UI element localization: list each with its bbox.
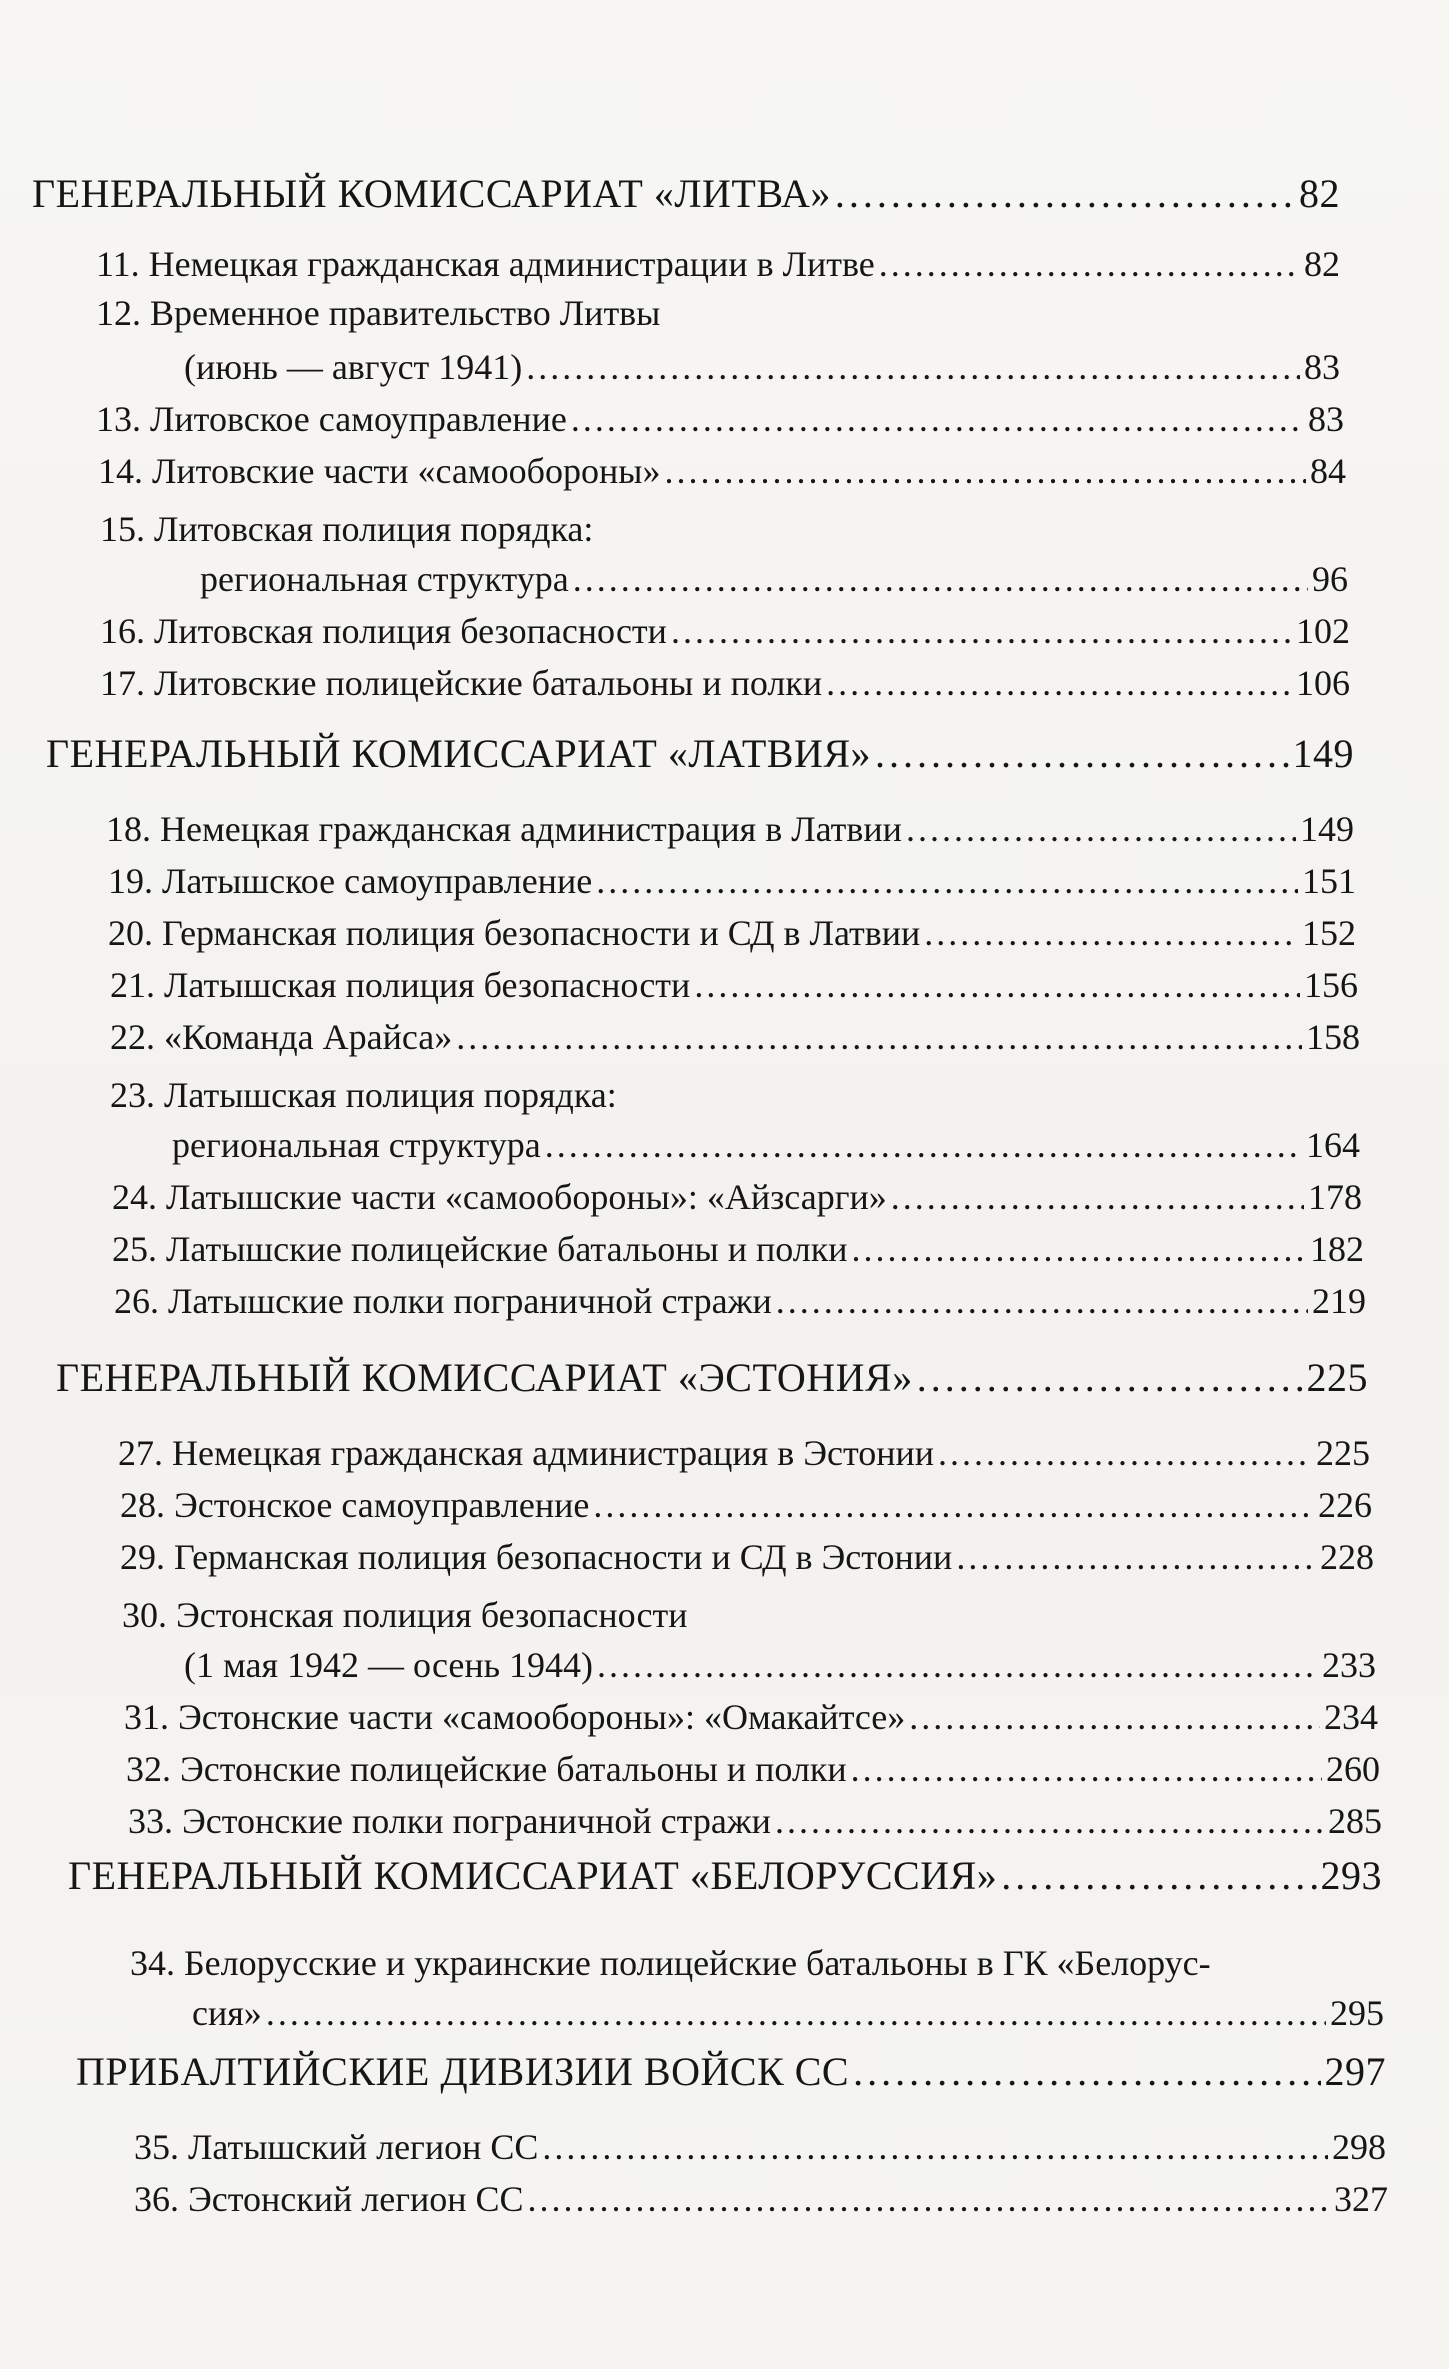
page-number: 234 xyxy=(1324,1697,1378,1737)
leader-dots xyxy=(924,912,1298,954)
page-number: 285 xyxy=(1328,1801,1382,1841)
entry-title: 33. Эстонские полки пограничной стражи xyxy=(128,1801,771,1841)
section-title: ГЕНЕРАЛЬНЫЙ КОМИССАРИАТ «ЛАТВИЯ» xyxy=(46,731,872,776)
leader-dots xyxy=(909,1696,1320,1738)
page-number: 158 xyxy=(1306,1017,1360,1057)
leader-dots xyxy=(573,558,1308,600)
entry-title: 17. Литовские полицейские батальоны и полки xyxy=(100,663,823,703)
page-number: 149 xyxy=(1292,731,1354,776)
toc-entry-24 xyxy=(112,1176,1362,1218)
section-title: ГЕНЕРАЛЬНЫЙ КОМИССАРИАТ «ЭСТОНИЯ» xyxy=(56,1355,913,1400)
toc-entry-19 xyxy=(108,860,1356,902)
entry-title: 12. Временное правительство Литвы xyxy=(96,293,661,333)
section-heading-latvia xyxy=(46,730,1354,777)
entry-continuation: (1 мая 1942 — осень 1944) xyxy=(184,1645,594,1685)
entry-title: 14. Литовские части «самообороны» xyxy=(98,451,661,491)
toc-entry-33 xyxy=(128,1800,1382,1842)
leader-dots xyxy=(528,2178,1330,2220)
leader-dots xyxy=(542,2126,1328,2168)
section-heading-ss-divisions xyxy=(76,2048,1386,2095)
page-number: 151 xyxy=(1302,861,1356,901)
toc-entry-22 xyxy=(110,1016,1360,1058)
entry-continuation: (июнь — август 1941) xyxy=(184,347,523,387)
entry-continuation: сия» xyxy=(192,1993,262,2033)
page-number: 83 xyxy=(1304,347,1340,387)
entry-title: 29. Германская полиция безопасности и СД в Эстонии xyxy=(120,1537,953,1577)
page-number: 182 xyxy=(1310,1229,1364,1269)
section-title: ГЕНЕРАЛЬНЫЙ КОМИССАРИАТ «ЛИТВА» xyxy=(32,171,831,216)
entry-title: 13. Литовское самоуправление xyxy=(96,399,567,439)
toc-entry-35 xyxy=(134,2126,1386,2168)
toc-entry-23 xyxy=(172,1124,1360,1166)
entry-title: 30. Эстонская полиция безопасности xyxy=(122,1595,688,1635)
toc-entry-25 xyxy=(112,1228,1364,1270)
toc-entry-13 xyxy=(96,398,1344,440)
leader-dots xyxy=(694,964,1300,1006)
entry-title: 21. Латышская полиция безопасности xyxy=(110,965,691,1005)
leader-dots xyxy=(545,1124,1302,1166)
leader-dots xyxy=(596,860,1298,902)
toc-entry-34 xyxy=(192,1992,1384,2034)
entry-title: 19. Латышское самоуправление xyxy=(108,861,593,901)
section-heading-belorussia xyxy=(68,1852,1382,1899)
leader-dots xyxy=(875,730,1288,777)
entry-title: 36. Эстонский легион СС xyxy=(134,2179,524,2219)
leader-dots xyxy=(664,450,1306,492)
page-number: 164 xyxy=(1306,1125,1360,1165)
leader-dots xyxy=(526,346,1300,388)
leader-dots xyxy=(593,1484,1314,1526)
entry-title: 27. Немецкая гражданская администрация в Эстонии xyxy=(118,1433,935,1473)
leader-dots xyxy=(853,2048,1320,2095)
leader-dots xyxy=(597,1644,1318,1686)
toc-entry-12 xyxy=(184,346,1340,388)
leader-dots xyxy=(671,610,1292,652)
leader-dots xyxy=(571,398,1304,440)
entry-title: 15. Литовская полиция порядка: xyxy=(100,509,594,549)
entry-title: 34. Белорусские и украинские полицейские батальоны в ГК «Белорус- xyxy=(130,1943,1211,1983)
toc-entry-18 xyxy=(106,808,1354,850)
page-number: 233 xyxy=(1322,1645,1376,1685)
page-number: 156 xyxy=(1304,965,1358,1005)
page-number: 327 xyxy=(1334,2179,1388,2219)
section-title: ГЕНЕРАЛЬНЫЙ КОМИССАРИАТ «БЕЛОРУССИЯ» xyxy=(68,1853,998,1898)
entry-title: 20. Германская полиция безопасности и СД в Латвии xyxy=(108,913,921,953)
entry-title: 28. Эстонское самоуправление xyxy=(120,1485,590,1525)
entry-title: 26. Латышские полки пограничной стражи xyxy=(114,1281,772,1321)
entry-continuation: региональная структура xyxy=(172,1125,541,1165)
entry-title: 31. Эстонские части «самообороны»: «Омакайтсе» xyxy=(124,1697,906,1737)
page-number: 82 xyxy=(1299,171,1340,216)
page-number: 293 xyxy=(1320,1853,1382,1898)
section-heading-estonia xyxy=(56,1354,1368,1401)
entry-title: 11. Немецкая гражданская администрации в Литве xyxy=(96,244,875,284)
page-number: 225 xyxy=(1316,1433,1370,1473)
toc-entry-30 xyxy=(184,1644,1376,1686)
section-heading-litva xyxy=(32,170,1340,217)
leader-dots xyxy=(776,1280,1308,1322)
toc-entry-36 xyxy=(134,2178,1388,2220)
page-number: 295 xyxy=(1330,1993,1384,2033)
leader-dots xyxy=(851,1748,1322,1790)
leader-dots xyxy=(879,243,1300,285)
page-number: 84 xyxy=(1310,451,1346,491)
leader-dots xyxy=(891,1176,1304,1218)
page-number: 106 xyxy=(1296,663,1350,703)
entry-title: 16. Литовская полиция безопасности xyxy=(100,611,667,651)
entry-title: 24. Латышские части «самообороны»: «Айзсарги» xyxy=(112,1177,887,1217)
page-number: 260 xyxy=(1326,1749,1380,1789)
entry-title: 35. Латышский легион СС xyxy=(134,2127,539,2167)
page-number: 298 xyxy=(1332,2127,1386,2167)
toc-entry-16 xyxy=(100,610,1350,652)
section-title: ПРИБАЛТИЙСКИЕ ДИВИЗИИ ВОЙСК СС xyxy=(76,2049,850,2094)
page-number: 152 xyxy=(1302,913,1356,953)
toc-entry-32 xyxy=(126,1748,1380,1790)
toc-entry-28 xyxy=(120,1484,1372,1526)
toc-entry-29 xyxy=(120,1536,1374,1578)
entry-title: 25. Латышские полицейские батальоны и полки xyxy=(112,1229,848,1269)
leader-dots xyxy=(938,1432,1312,1474)
entry-title: 18. Немецкая гражданская администрация в Латвии xyxy=(106,809,902,849)
leader-dots xyxy=(456,1016,1302,1058)
page-number: 226 xyxy=(1318,1485,1372,1525)
leader-dots xyxy=(906,808,1296,850)
leader-dots xyxy=(826,662,1292,704)
page-number: 219 xyxy=(1312,1281,1366,1321)
toc-entry-26 xyxy=(114,1280,1366,1322)
page-number: 96 xyxy=(1312,559,1348,599)
toc-entry-21 xyxy=(110,964,1358,1006)
entry-title: 23. Латышская полиция порядка: xyxy=(110,1075,617,1115)
leader-dots xyxy=(775,1800,1324,1842)
toc-entry-14 xyxy=(98,450,1346,492)
leader-dots xyxy=(835,170,1295,217)
toc-entry-31 xyxy=(124,1696,1378,1738)
toc-entry-20 xyxy=(108,912,1356,954)
page-number: 228 xyxy=(1320,1537,1374,1577)
page-number: 178 xyxy=(1308,1177,1362,1217)
toc-entry-17 xyxy=(100,662,1350,704)
leader-dots xyxy=(956,1536,1316,1578)
toc-entry-27 xyxy=(118,1432,1370,1474)
leader-dots xyxy=(917,1354,1303,1401)
toc-entry-15 xyxy=(200,558,1348,600)
page-number: 82 xyxy=(1304,244,1340,284)
leader-dots xyxy=(852,1228,1306,1270)
leader-dots xyxy=(266,1992,1326,2034)
page-number: 149 xyxy=(1300,809,1354,849)
page-number: 83 xyxy=(1308,399,1344,439)
entry-title: 32. Эстонские полицейские батальоны и полки xyxy=(126,1749,847,1789)
page-number: 102 xyxy=(1296,611,1350,651)
entry-continuation: региональная структура xyxy=(200,559,569,599)
toc-entry-11 xyxy=(96,243,1340,285)
page-number: 297 xyxy=(1324,2049,1386,2094)
leader-dots xyxy=(1001,1852,1316,1899)
page-number: 225 xyxy=(1306,1355,1368,1400)
entry-title: 22. «Команда Арайса» xyxy=(110,1017,453,1057)
